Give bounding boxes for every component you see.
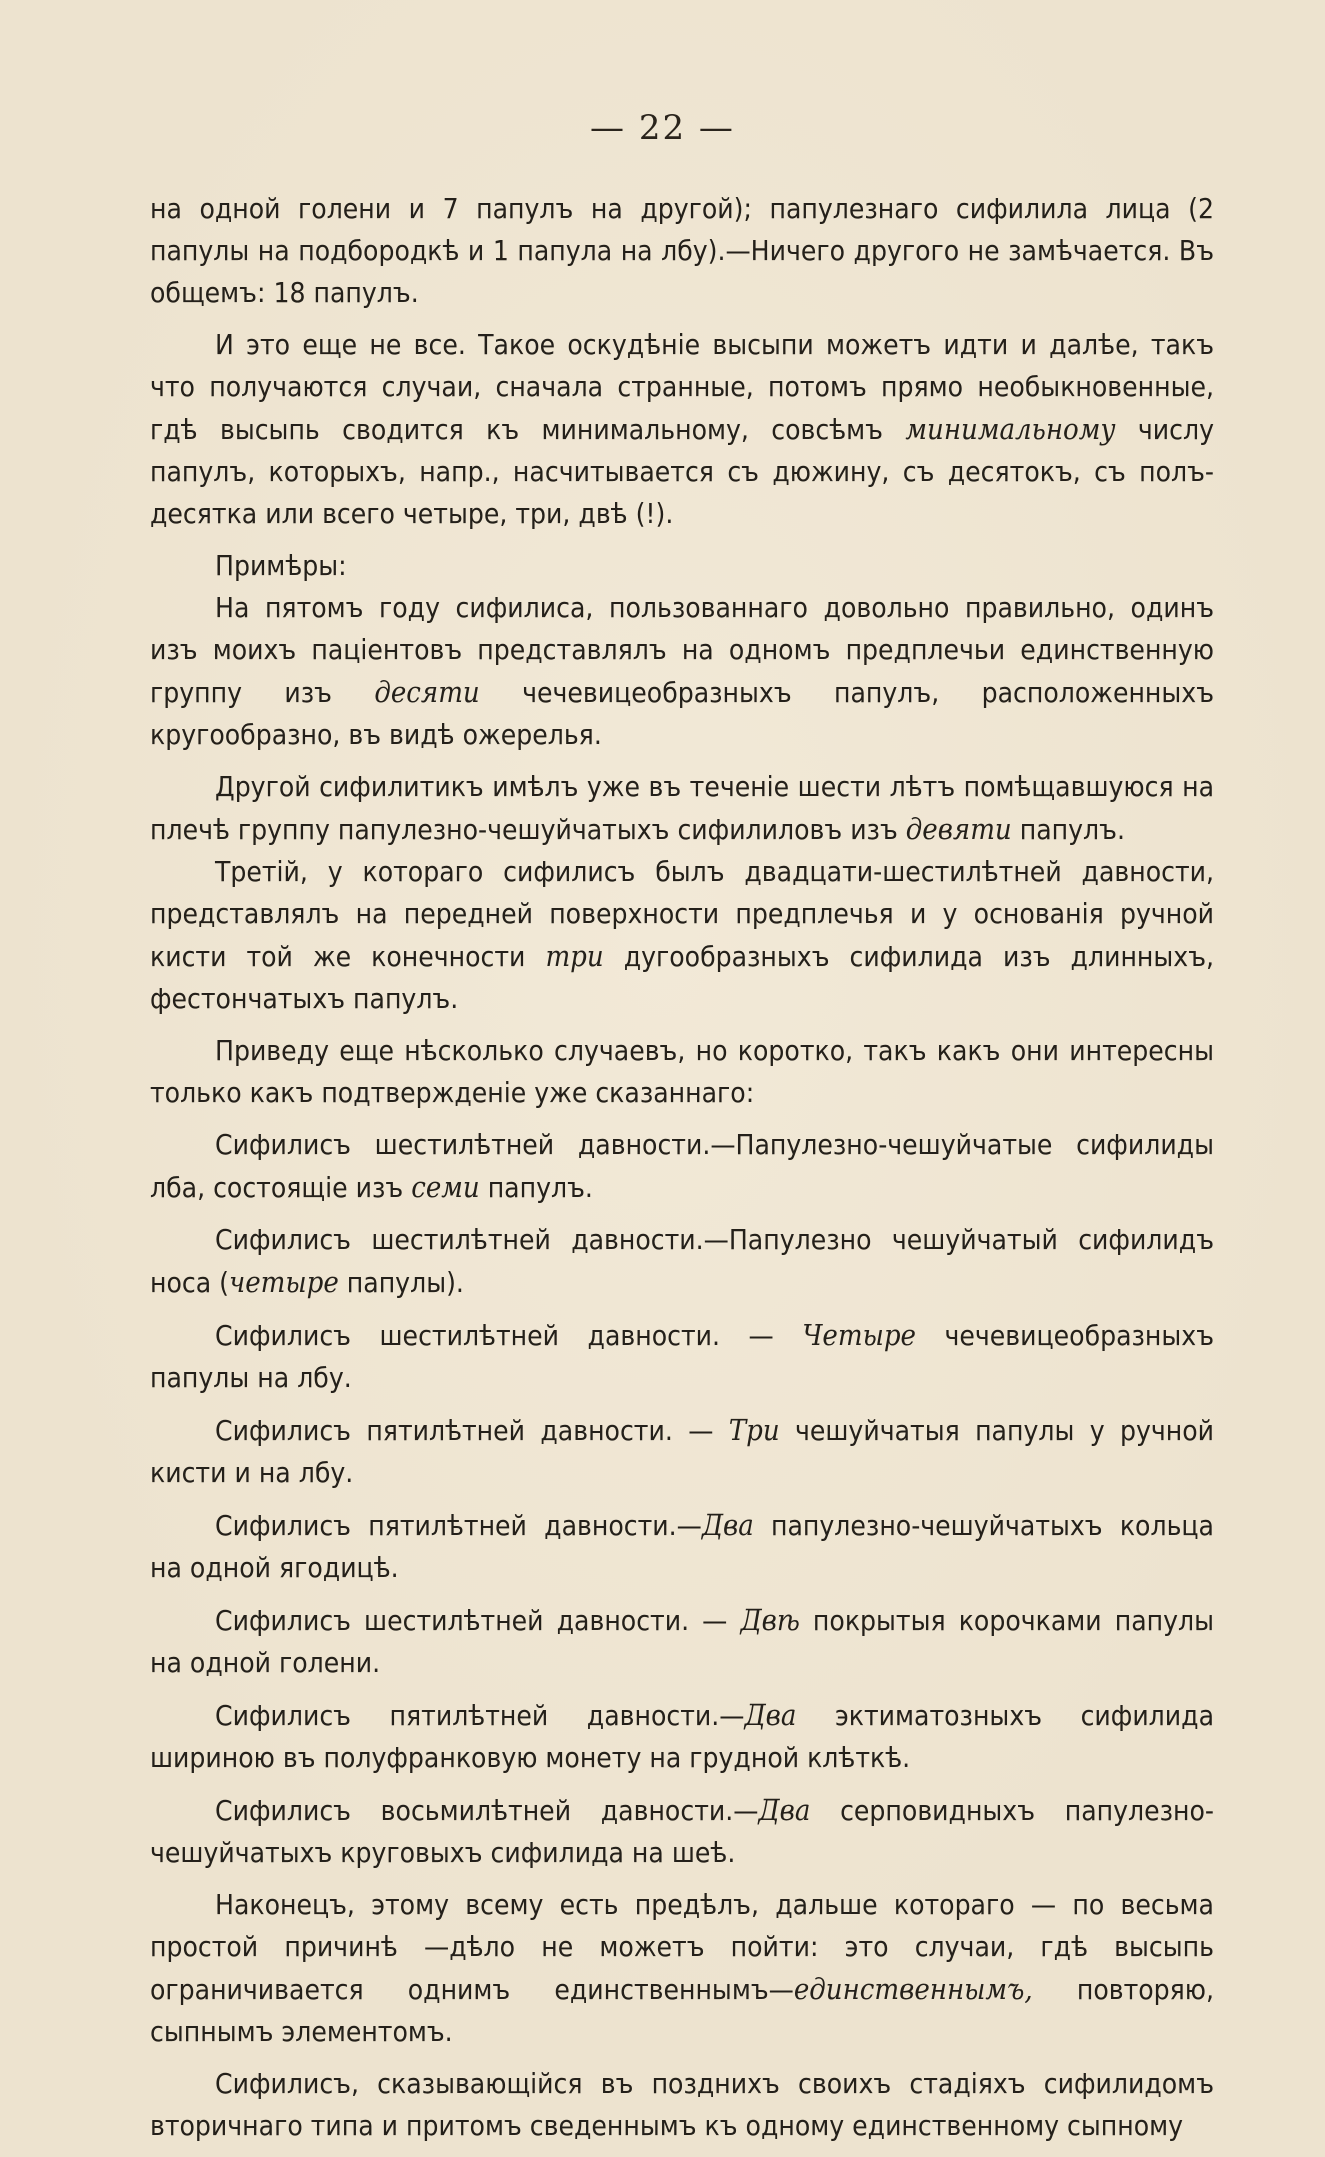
text-run: чечевицеобразныхъ папулъ, расположенныхъ кругообразно, въ видѣ ожерелья. — [150, 676, 1215, 751]
text-run: Сифилисъ пятилѣтней давности.— — [215, 1509, 702, 1542]
text-run: папулъ. — [479, 1171, 593, 1204]
text-run: Сифилисъ шестилѣтней давности. — — [215, 1319, 803, 1352]
emphasis-text: Два — [744, 1698, 797, 1732]
text-run: Наконецъ, этому всему есть предѣлъ, дальше котораго — по весьма простой причинѣ —дѣло не можетъ пойти: это случаи, гдѣ высыпь ограничивается однимъ единственнымъ— — [150, 1888, 1214, 2006]
body-text — [150, 188, 1214, 2157]
paragraph — [150, 1409, 1214, 1494]
text-run: Третій, у котораго сифилисъ былъ двадцати-шестилѣтней давности, представлялъ на передней поверхности предплечья и у основанія ручной кисти той же конечности — [150, 855, 1214, 973]
emphasis-text: Четыре — [802, 1318, 916, 1352]
emphasis-text: четыре — [229, 1265, 339, 1299]
emphasis-text: Три — [728, 1413, 780, 1447]
paragraph — [150, 851, 1214, 1020]
text-run: Сифилисъ шестилѣтней давности.—Папулезно чешуйчатый сифилидъ носа ( — [150, 1223, 1214, 1299]
text-run: Сифилисъ пятилѣтней давности.— — [215, 1699, 745, 1732]
paragraph — [150, 1030, 1214, 1114]
text-run: на одной голени и 7 папулъ на другой); папулезнаго сифилила лица (2 папулы на подбородкѣ и 1 папула на лбу).—Ничего другого не замѣчается. Въ общемъ: 18 папулъ. — [150, 192, 1214, 309]
emphasis-text: Два — [701, 1508, 754, 1542]
text-run: чечевицеобразныхъ папулы на лбу. — [150, 1319, 1214, 1394]
emphasis-text: минимальному — [905, 412, 1116, 446]
paragraph — [150, 1694, 1214, 1779]
emphasis-text: семи — [411, 1170, 480, 1204]
text-run: Другой сифилитикъ имѣлъ уже въ теченіе шести лѣтъ помѣщавшуюся на плечѣ группу папулезно-чешуйчатыхъ сифилиловъ изъ — [150, 770, 1214, 846]
text-run: Сифилисъ шестилѣтней давности. — — [215, 1604, 741, 1637]
text-run: Сифилисъ пятилѣтней давности. — — [215, 1414, 729, 1447]
paragraph — [150, 587, 1214, 756]
text-run: серповидныхъ папулезно-чешуйчатыхъ круговыхъ сифилида на шеѣ. — [150, 1794, 1214, 1869]
text-run: папулы). — [338, 1266, 464, 1299]
text-run: На пятомъ году сифилиса, пользованнаго довольно правильно, одинъ изъ моихъ паціентовъ представлялъ на одномъ предплечьи единственную группу изъ — [150, 591, 1214, 709]
paragraph — [150, 766, 1214, 851]
paragraph — [150, 1789, 1214, 1874]
text-run: Сифилисъ восьмилѣтней давности.— — [215, 1794, 759, 1827]
text-run: папулезно-чешуйчатыхъ кольца на одной ягодицѣ. — [150, 1509, 1214, 1584]
emphasis-text: три — [545, 939, 604, 973]
text-run: Примѣры: — [215, 549, 347, 582]
paragraph — [150, 1314, 1214, 1399]
text-run: папулъ. — [1011, 813, 1125, 846]
text-run: числу папулъ, которыхъ, напр., насчитывается съ дюжину, съ десятокъ, съ полъ-десятка или всего четыре, три, двѣ (!). — [150, 413, 1215, 530]
text-run: покрытыя корочками папулы на одной голени. — [150, 1604, 1215, 1679]
text-run: эктиматозныхъ сифилида шириною въ полуфранковую монету на грудной клѣткѣ. — [150, 1699, 1215, 1774]
text-run: И это еще не все. Такое оскудѣніе высыпи можетъ идти и далѣе, такъ что получаются случаи, сначала странные, потомъ прямо необыкновенные, гдѣ высыпь сводится къ минимальному, совсѣмъ — [150, 328, 1214, 446]
emphasis-text: Два — [758, 1793, 811, 1827]
paragraph — [150, 1884, 1214, 2053]
paragraph — [150, 1599, 1214, 1684]
emphasis-text: Двѣ — [740, 1603, 800, 1637]
paragraph — [150, 324, 1214, 535]
text-run: чешуйчатыя папулы у ручной кисти и на лбу. — [150, 1414, 1214, 1489]
paragraph — [150, 1124, 1214, 1209]
emphasis-text: десяти — [374, 675, 480, 709]
text-run: повторяю, сыпнымъ элементомъ. — [150, 1973, 1214, 2048]
text-run: дугообразныхъ сифилида изъ длинныхъ, фестончатыхъ папулъ. — [150, 940, 1214, 1015]
emphasis-text: единственнымъ, — [793, 1972, 1033, 2006]
paragraph — [150, 188, 1214, 314]
paragraph — [150, 1504, 1214, 1589]
text-run: Сифилисъ шестилѣтней давности.—Папулезно-чешуйчатые сифилиды лба, состоящіе изъ — [150, 1128, 1214, 1204]
paragraph — [150, 2063, 1214, 2147]
text-run: Приведу еще нѣсколько случаевъ, но коротко, такъ какъ они интересны только какъ подтвержденіе уже сказаннаго: — [150, 1034, 1214, 1109]
paragraph — [150, 1219, 1214, 1304]
page-number: — 22 — — [590, 108, 735, 148]
paragraph — [150, 545, 1214, 587]
text-run: Сифилисъ, сказывающійся въ позднихъ своихъ стадіяхъ сифилидомъ вторичнаго типа и притомъ сведеннымъ къ одному единственному сыпному — [150, 2067, 1214, 2142]
emphasis-text: девяти — [905, 812, 1012, 846]
